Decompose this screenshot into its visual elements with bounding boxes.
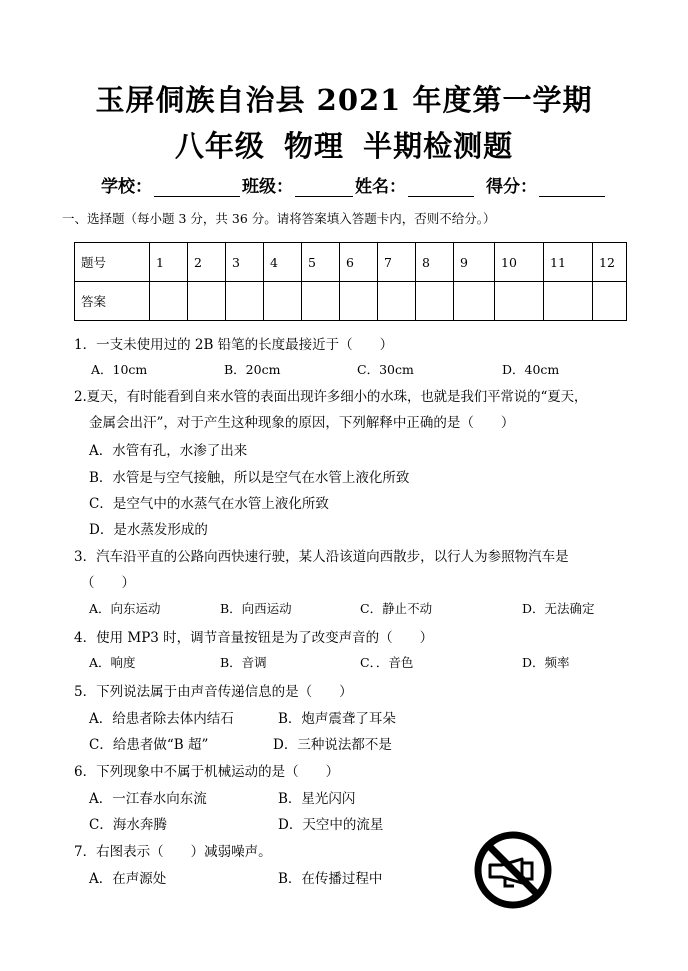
- question-number-cell: 6: [340, 243, 378, 282]
- class-blank[interactable]: [295, 180, 353, 197]
- answer-cell[interactable]: [340, 282, 378, 321]
- question-1-option-d: D．40cm: [502, 362, 560, 377]
- score-blank[interactable]: [539, 180, 605, 197]
- question-7-option-a: A．在声源处: [89, 871, 167, 887]
- answer-cell[interactable]: [454, 282, 495, 321]
- row-label-answer: 答案: [75, 282, 150, 321]
- answer-cell[interactable]: [226, 282, 264, 321]
- question-4-stem: 4．使用 MP3 时，调节音量按钮是为了改变声音的（ ）: [74, 630, 434, 646]
- student-info-row: [101, 172, 607, 197]
- question-number-cell: 9: [454, 243, 495, 282]
- question-6-option-b: B．星光闪闪: [278, 791, 356, 807]
- question-number-cell: 11: [544, 243, 593, 282]
- question-4-option-a: A．响度: [89, 655, 136, 670]
- question-number-cell: 5: [302, 243, 340, 282]
- answer-cell[interactable]: [416, 282, 454, 321]
- question-5-option-b: B．炮声震聋了耳朵: [278, 711, 396, 727]
- question-6-option-a: A．一江春水向东流: [89, 791, 207, 807]
- question-4-option-c: C．．音色: [360, 655, 414, 670]
- question-1-option-a: A．10cm: [91, 362, 148, 377]
- question-2-option-a: A．水管有孔，水渗了出来: [89, 443, 248, 459]
- question-2-option-b: B．水管是与空气接触，所以是空气在水管上液化所致: [89, 470, 410, 486]
- question-3-option-b: B．向西运动: [220, 601, 292, 616]
- school-blank[interactable]: [154, 180, 240, 197]
- question-3-option-a: A．向东运动: [89, 601, 161, 616]
- score-label: 得分：: [486, 177, 537, 197]
- answer-cell[interactable]: [378, 282, 416, 321]
- question-number-cell: 7: [378, 243, 416, 282]
- question-6-option-d: D．天空中的流星: [278, 817, 384, 833]
- question-1-stem: 1．一支未使用过的 2B 铅笔的长度最接近于（ ）: [74, 337, 394, 353]
- class-label: 班级：: [242, 177, 293, 197]
- row-label-number: 题号: [75, 243, 150, 282]
- answer-cell[interactable]: [302, 282, 340, 321]
- answer-cell[interactable]: [150, 282, 188, 321]
- question-5-stem: 5．下列说法属于由声音传递信息的是（ ）: [74, 684, 353, 700]
- question-3-option-c: C．静止不动: [360, 601, 433, 616]
- answer-table-header-row: [75, 243, 627, 282]
- question-6-option-c: C．海水奔腾: [89, 817, 167, 833]
- answer-cell[interactable]: [593, 282, 627, 321]
- question-7-stem: 7．右图表示（ ）减弱噪声。: [74, 844, 272, 860]
- question-3-stem-line2: （ ）: [81, 575, 135, 591]
- question-2-option-c: C．是空气中的水蒸气在水管上液化所致: [89, 496, 329, 512]
- name-label: 姓名：: [355, 177, 406, 197]
- question-number-cell: 12: [593, 243, 627, 282]
- question-5-option-c: C．给患者做“B 超”: [89, 737, 209, 753]
- question-number-cell: 8: [416, 243, 454, 282]
- question-number-cell: 2: [188, 243, 226, 282]
- exam-title-line2: 八年级 物理 半期检测题: [174, 129, 514, 163]
- question-number-cell: 3: [226, 243, 264, 282]
- question-5-option-a: A．给患者除去体内结石: [89, 711, 234, 727]
- answer-cell[interactable]: [264, 282, 302, 321]
- answer-cell[interactable]: [544, 282, 593, 321]
- question-5-option-d: D．三种说法都不是: [273, 737, 392, 753]
- section-heading: 一、选择题（每小题 3 分，共 36 分。请将答案填入答题卡内，否则不给分。）: [62, 211, 496, 226]
- question-3-option-d: D．无法确定: [522, 601, 595, 616]
- question-6-stem: 6．下列现象中不属于机械运动的是（ ）: [74, 764, 340, 780]
- no-horn-sign-icon: [472, 829, 554, 911]
- question-2-option-d: D．是水蒸发形成的: [89, 522, 208, 538]
- question-number-cell: 1: [150, 243, 188, 282]
- school-label: 学校：: [101, 177, 152, 197]
- question-number-cell: 10: [495, 243, 544, 282]
- question-2-stem-line2: 金属会出汗”，对于产生这种现象的原因，下列解释中正确的是（ ）: [89, 415, 515, 431]
- question-7-option-b: B．在传播过程中: [278, 871, 383, 887]
- answer-cell[interactable]: [188, 282, 226, 321]
- question-3-stem-line1: 3．汽车沿平直的公路向西快速行驶，某人沿该道向西散步，以行人为参照物汽车是: [74, 549, 569, 565]
- question-4-option-d: D．频率: [522, 655, 570, 670]
- answer-table: [74, 242, 627, 321]
- question-1-option-b: B．20cm: [224, 362, 281, 377]
- question-4-option-b: B．音调: [220, 655, 267, 670]
- exam-title-line1: 玉屏侗族自治县 2021 年度第一学期: [95, 83, 593, 117]
- answer-cell[interactable]: [495, 282, 544, 321]
- answer-table-answer-row: [75, 282, 627, 321]
- question-1-option-c: C．30cm: [357, 362, 414, 377]
- question-2-stem-line1: 2.夏天，有时能看到自来水管的表面出现许多细小的水珠，也就是我们平常说的“夏天，: [74, 389, 588, 405]
- name-blank[interactable]: [408, 180, 474, 197]
- question-number-cell: 4: [264, 243, 302, 282]
